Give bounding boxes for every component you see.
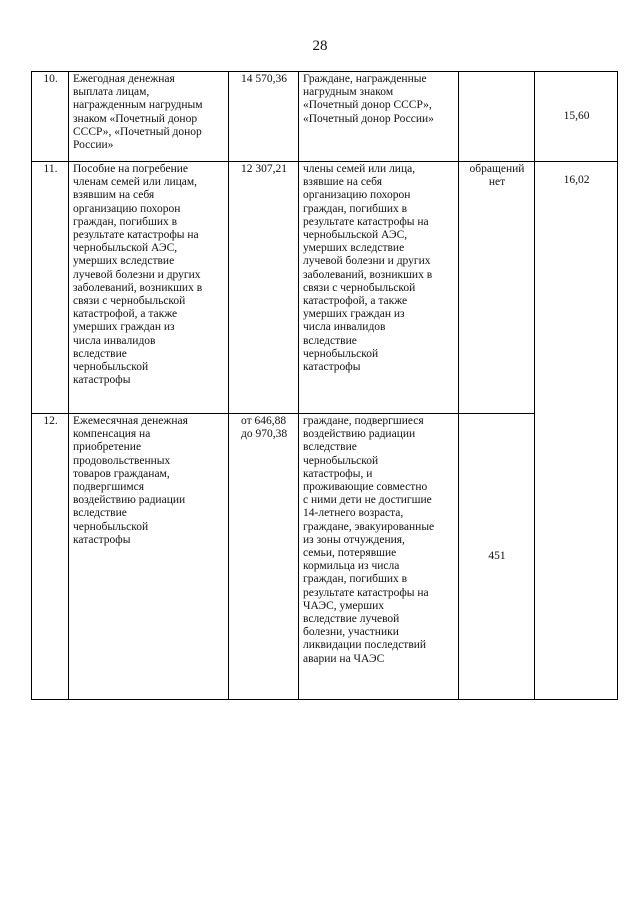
benefit-amount: 14 570,36 (229, 72, 299, 162)
row-number: 12. (32, 414, 69, 700)
row-number: 10. (32, 72, 69, 162)
row-number: 11. (32, 162, 69, 414)
table-row (32, 414, 618, 700)
benefit-amount: от 646,88 до 970,38 (229, 414, 299, 700)
page-number: 28 (312, 38, 328, 54)
benefit-recipients: Граждане, награжденные нагрудным знаком «Почетный донор СССР», «Почетный донор России» (299, 72, 459, 162)
benefit-title: Ежемесячная денежная компенсация на приобретение продовольственных товаров гражданам, подвергшимся воздействию радиации вследствие чернобыльской катастрофы (69, 414, 229, 700)
benefit-amount: 12 307,21 (229, 162, 299, 414)
table-row (32, 72, 618, 162)
benefit-title: Ежегодная денежная выплата лицам, награжденным нагрудным знаком «Почетный донор СССР», «Почетный донор России» (69, 72, 229, 162)
recipients-count: обращений нет (459, 162, 535, 414)
benefit-share: 16,02 (535, 162, 618, 700)
recipients-count (459, 72, 535, 162)
table-row (32, 162, 618, 414)
benefit-recipients: граждане, подвергшиеся воздействию радиации вследствие чернобыльской катастрофы, и проживающие совместно с ними дети не достигшие 14-летнего возраста, граждане, эвакуированные из зоны отчуждения, семьи, потерявшие кормильца из числа граждан, погибших в результате катастрофы на ЧАЭС, умерших вследствие лучевой болезни, участники ликвидации последствий аварии на ЧАЭС (299, 414, 459, 700)
recipients-count: 451 (459, 414, 535, 700)
benefit-share: 15,60 (535, 72, 618, 162)
benefit-title: Пособие на погребение членам семей или лицам, взявшим на себя организацию похорон граждан, погибших в результате катастрофы на чернобыльской АЭС, умерших вследствие лучевой болезни и других заболеваний, возникших в связи с чернобыльской катастрофой, а также умерших граждан из числа инвалидов вследствие чернобыльской катастрофы (69, 162, 229, 414)
benefits-table (31, 71, 618, 700)
benefit-recipients: члены семей или лица, взявшие на себя организацию похорон граждан, погибших в результате катастрофы на чернобыльской АЭС, умерших вследствие лучевой болезни и других заболеваний, возникших в связи с чернобыльской катастрофой, а также умерших граждан из числа инвалидов вследствие чернобыльской катастрофы (299, 162, 459, 414)
